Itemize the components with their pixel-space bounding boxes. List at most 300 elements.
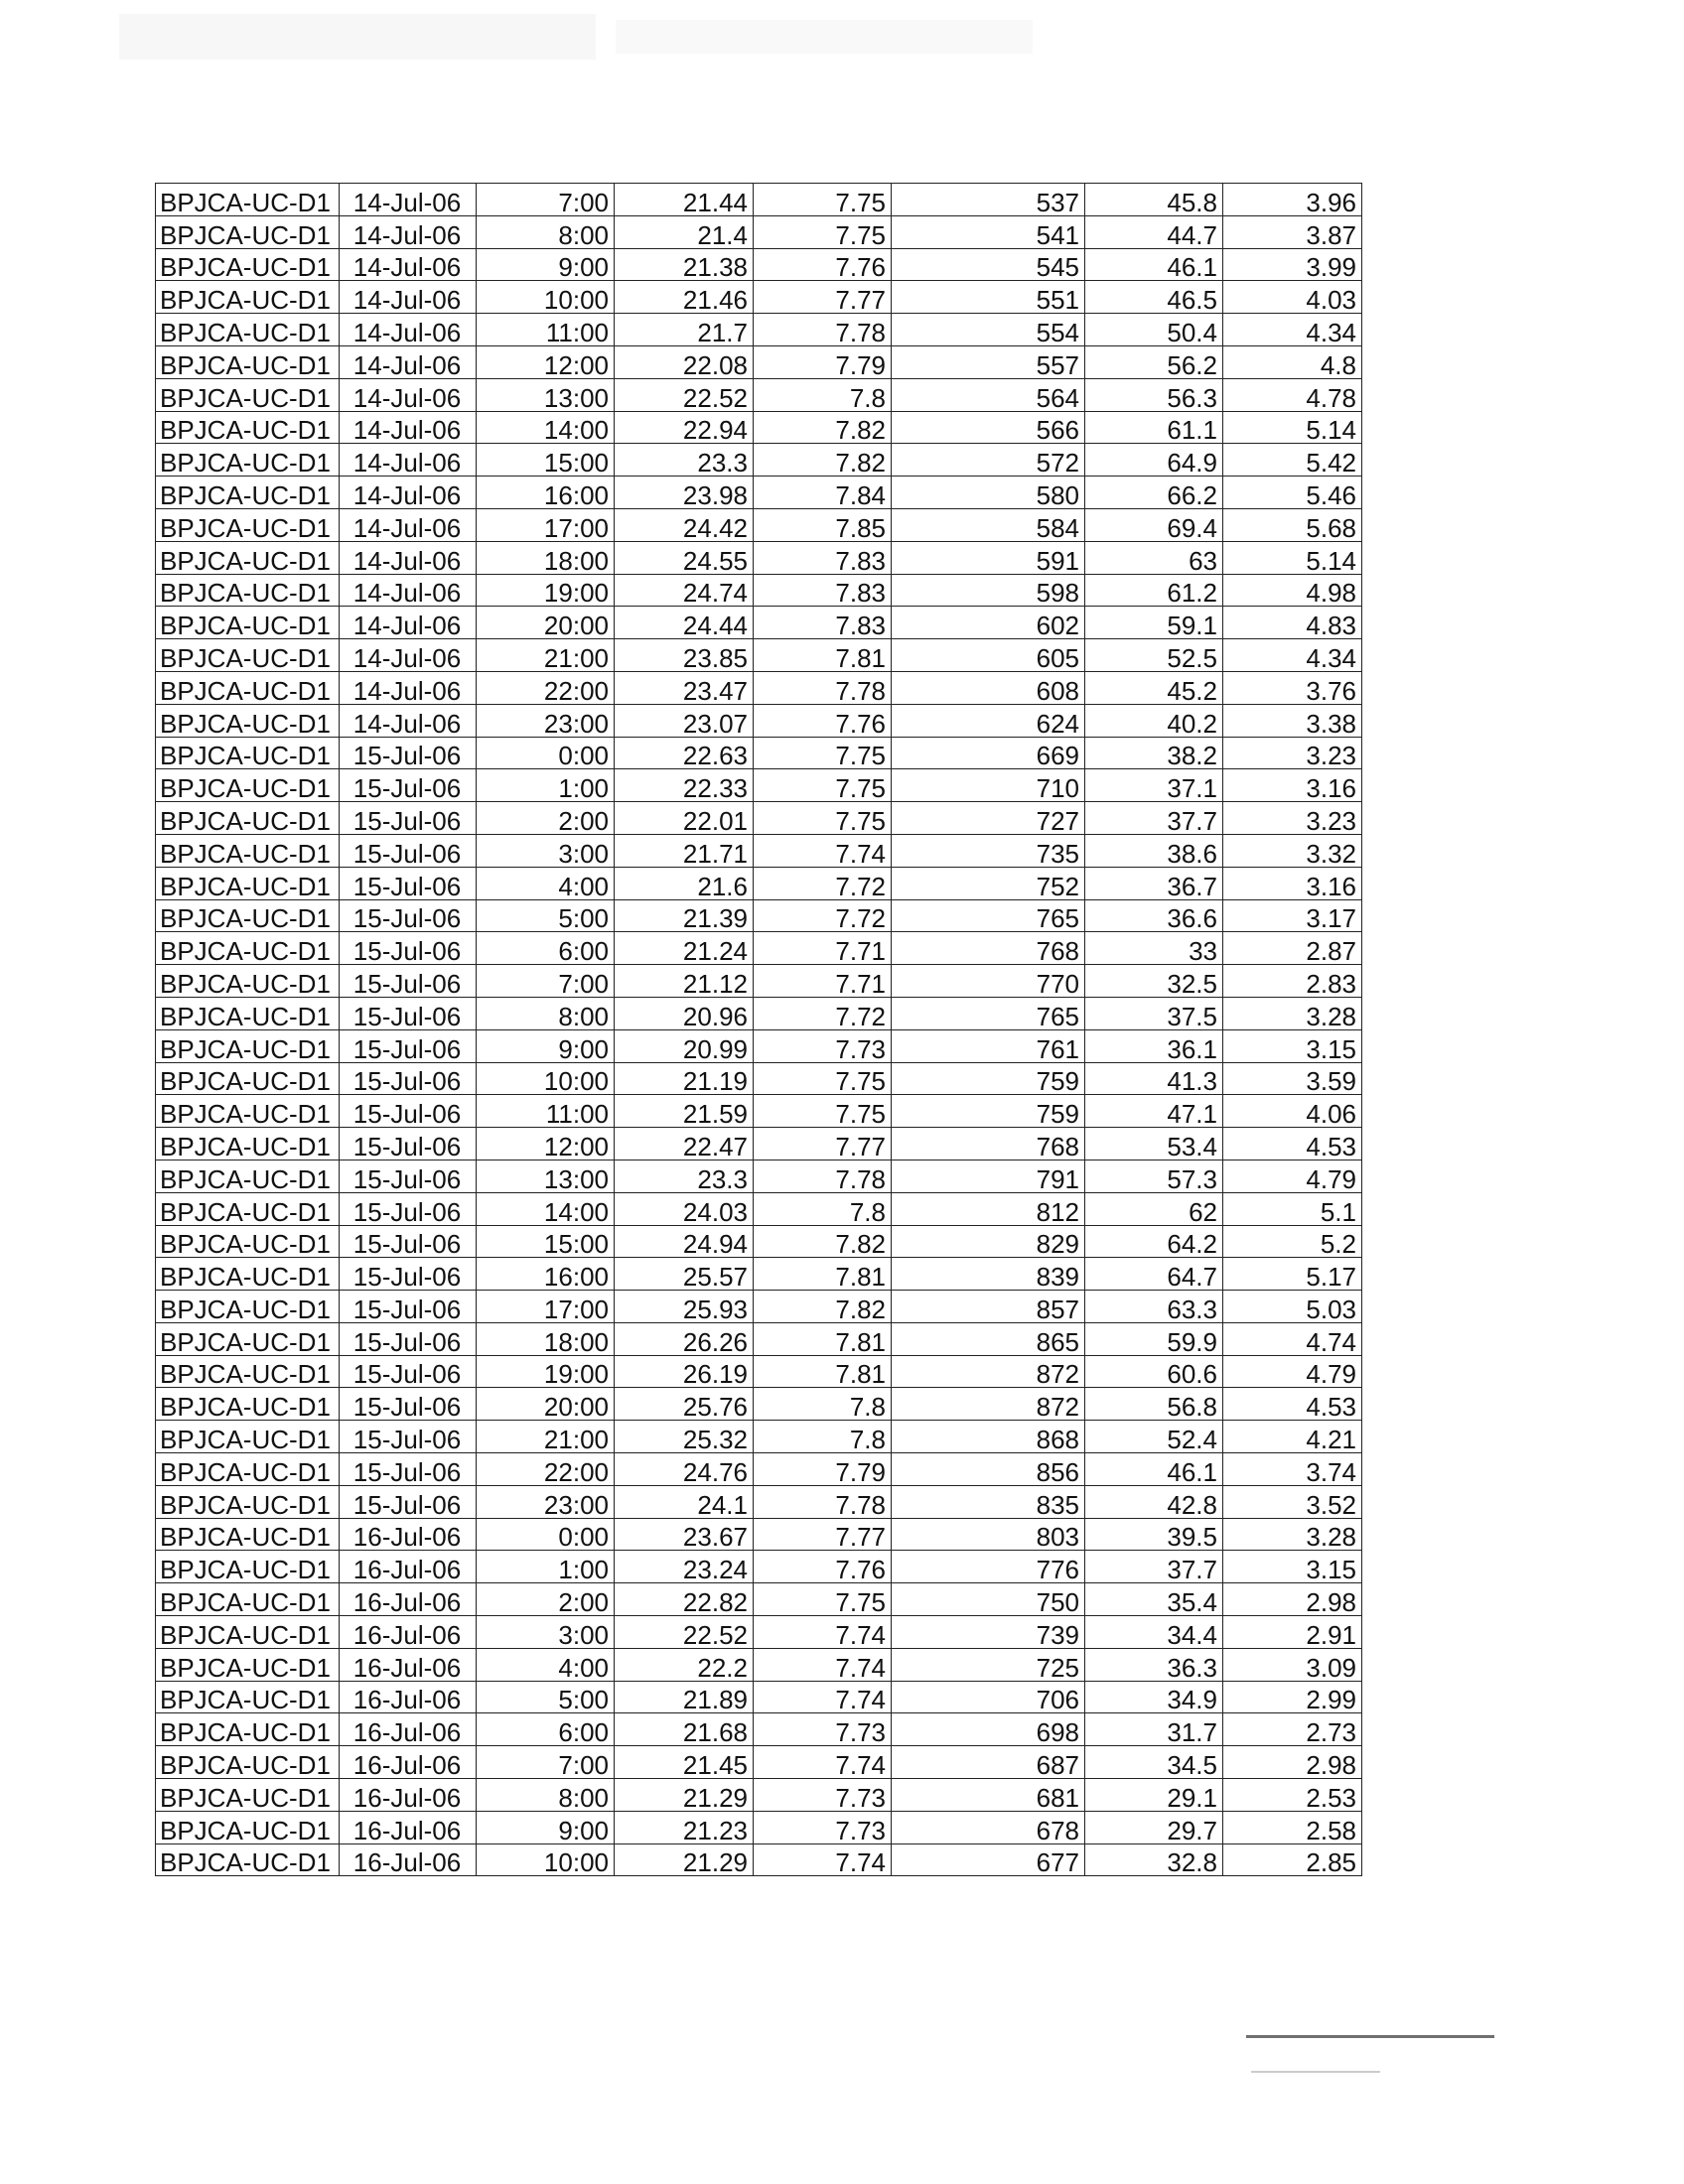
table-row xyxy=(156,1648,1362,1681)
table-row xyxy=(156,639,1362,672)
site-cell: BPJCA-UC-D1 xyxy=(156,1062,340,1095)
value-cell: 36.7 xyxy=(1085,867,1223,899)
value-cell: 564 xyxy=(892,378,1085,411)
value-cell: 23.98 xyxy=(615,477,754,509)
date-cell: 15-Jul-06 xyxy=(340,1029,477,1062)
value-cell: 31.7 xyxy=(1085,1713,1223,1746)
date-cell: 14-Jul-06 xyxy=(340,184,477,216)
value-cell: 46.1 xyxy=(1085,248,1223,281)
value-cell: 59.9 xyxy=(1085,1322,1223,1355)
value-cell: 551 xyxy=(892,281,1085,314)
value-cell: 23.47 xyxy=(615,671,754,704)
value-cell: 23.24 xyxy=(615,1551,754,1583)
time-cell: 9:00 xyxy=(477,248,615,281)
value-cell: 26.19 xyxy=(615,1355,754,1388)
value-cell: 21.71 xyxy=(615,834,754,867)
value-cell: 56.8 xyxy=(1085,1388,1223,1421)
site-cell: BPJCA-UC-D1 xyxy=(156,444,340,477)
value-cell: 7.71 xyxy=(754,932,892,965)
value-cell: 3.23 xyxy=(1223,737,1362,769)
site-cell: BPJCA-UC-D1 xyxy=(156,1779,340,1812)
time-cell: 16:00 xyxy=(477,1258,615,1291)
site-cell: BPJCA-UC-D1 xyxy=(156,314,340,346)
site-cell: BPJCA-UC-D1 xyxy=(156,1258,340,1291)
value-cell: 602 xyxy=(892,607,1085,639)
date-cell: 15-Jul-06 xyxy=(340,802,477,835)
time-cell: 3:00 xyxy=(477,834,615,867)
value-cell: 5.14 xyxy=(1223,541,1362,574)
date-cell: 14-Jul-06 xyxy=(340,574,477,607)
table-row xyxy=(156,834,1362,867)
value-cell: 4.83 xyxy=(1223,607,1362,639)
site-cell: BPJCA-UC-D1 xyxy=(156,1388,340,1421)
value-cell: 7.74 xyxy=(754,1681,892,1713)
value-cell: 4.53 xyxy=(1223,1128,1362,1160)
value-cell: 4.21 xyxy=(1223,1421,1362,1453)
table-row xyxy=(156,1811,1362,1843)
site-cell: BPJCA-UC-D1 xyxy=(156,1453,340,1486)
value-cell: 7.74 xyxy=(754,1616,892,1649)
value-cell: 759 xyxy=(892,1062,1085,1095)
value-cell: 7.82 xyxy=(754,1225,892,1258)
date-cell: 16-Jul-06 xyxy=(340,1779,477,1812)
value-cell: 591 xyxy=(892,541,1085,574)
table-row xyxy=(156,444,1362,477)
value-cell: 34.5 xyxy=(1085,1746,1223,1779)
value-cell: 23.07 xyxy=(615,704,754,737)
value-cell: 7.8 xyxy=(754,378,892,411)
value-cell: 25.93 xyxy=(615,1291,754,1323)
date-cell: 15-Jul-06 xyxy=(340,1095,477,1128)
value-cell: 7.8 xyxy=(754,1421,892,1453)
site-cell: BPJCA-UC-D1 xyxy=(156,477,340,509)
value-cell: 21.19 xyxy=(615,1062,754,1095)
value-cell: 29.1 xyxy=(1085,1779,1223,1812)
value-cell: 46.5 xyxy=(1085,281,1223,314)
site-cell: BPJCA-UC-D1 xyxy=(156,411,340,444)
table-row xyxy=(156,1713,1362,1746)
date-cell: 15-Jul-06 xyxy=(340,1355,477,1388)
value-cell: 4.8 xyxy=(1223,345,1362,378)
value-cell: 3.32 xyxy=(1223,834,1362,867)
value-cell: 7.85 xyxy=(754,508,892,541)
value-cell: 2.87 xyxy=(1223,932,1362,965)
value-cell: 5.03 xyxy=(1223,1291,1362,1323)
value-cell: 24.55 xyxy=(615,541,754,574)
site-cell: BPJCA-UC-D1 xyxy=(156,1192,340,1225)
table-row xyxy=(156,671,1362,704)
time-cell: 22:00 xyxy=(477,1453,615,1486)
site-cell: BPJCA-UC-D1 xyxy=(156,248,340,281)
value-cell: 770 xyxy=(892,965,1085,998)
date-cell: 14-Jul-06 xyxy=(340,378,477,411)
value-cell: 24.76 xyxy=(615,1453,754,1486)
date-cell: 14-Jul-06 xyxy=(340,477,477,509)
time-cell: 16:00 xyxy=(477,477,615,509)
time-cell: 3:00 xyxy=(477,1616,615,1649)
time-cell: 9:00 xyxy=(477,1811,615,1843)
value-cell: 7.83 xyxy=(754,541,892,574)
value-cell: 4.34 xyxy=(1223,639,1362,672)
time-cell: 7:00 xyxy=(477,1746,615,1779)
date-cell: 14-Jul-06 xyxy=(340,541,477,574)
time-cell: 14:00 xyxy=(477,1192,615,1225)
value-cell: 22.08 xyxy=(615,345,754,378)
value-cell: 7.74 xyxy=(754,1843,892,1876)
site-cell: BPJCA-UC-D1 xyxy=(156,345,340,378)
value-cell: 710 xyxy=(892,769,1085,802)
value-cell: 4.53 xyxy=(1223,1388,1362,1421)
date-cell: 15-Jul-06 xyxy=(340,1421,477,1453)
value-cell: 557 xyxy=(892,345,1085,378)
value-cell: 872 xyxy=(892,1388,1085,1421)
value-cell: 681 xyxy=(892,1779,1085,1812)
date-cell: 15-Jul-06 xyxy=(340,834,477,867)
value-cell: 3.76 xyxy=(1223,671,1362,704)
time-cell: 19:00 xyxy=(477,574,615,607)
time-cell: 1:00 xyxy=(477,769,615,802)
value-cell: 545 xyxy=(892,248,1085,281)
scan-noise xyxy=(119,14,596,60)
time-cell: 2:00 xyxy=(477,802,615,835)
value-cell: 812 xyxy=(892,1192,1085,1225)
value-cell: 22.52 xyxy=(615,1616,754,1649)
value-cell: 21.39 xyxy=(615,899,754,932)
value-cell: 41.3 xyxy=(1085,1062,1223,1095)
value-cell: 580 xyxy=(892,477,1085,509)
date-cell: 15-Jul-06 xyxy=(340,1322,477,1355)
value-cell: 21.46 xyxy=(615,281,754,314)
value-cell: 21.12 xyxy=(615,965,754,998)
table-row xyxy=(156,281,1362,314)
value-cell: 4.74 xyxy=(1223,1322,1362,1355)
value-cell: 7.81 xyxy=(754,1355,892,1388)
date-cell: 14-Jul-06 xyxy=(340,671,477,704)
date-cell: 15-Jul-06 xyxy=(340,1388,477,1421)
value-cell: 36.1 xyxy=(1085,1029,1223,1062)
value-cell: 66.2 xyxy=(1085,477,1223,509)
value-cell: 45.2 xyxy=(1085,671,1223,704)
date-cell: 14-Jul-06 xyxy=(340,248,477,281)
value-cell: 23.3 xyxy=(615,444,754,477)
value-cell: 872 xyxy=(892,1355,1085,1388)
value-cell: 698 xyxy=(892,1713,1085,1746)
value-cell: 21.24 xyxy=(615,932,754,965)
date-cell: 15-Jul-06 xyxy=(340,737,477,769)
value-cell: 3.15 xyxy=(1223,1551,1362,1583)
table-row xyxy=(156,737,1362,769)
date-cell: 14-Jul-06 xyxy=(340,281,477,314)
value-cell: 21.38 xyxy=(615,248,754,281)
site-cell: BPJCA-UC-D1 xyxy=(156,574,340,607)
table-row xyxy=(156,1095,1362,1128)
value-cell: 24.44 xyxy=(615,607,754,639)
value-cell: 7.75 xyxy=(754,1062,892,1095)
time-cell: 8:00 xyxy=(477,997,615,1029)
time-cell: 18:00 xyxy=(477,541,615,574)
site-cell: BPJCA-UC-D1 xyxy=(156,834,340,867)
date-cell: 16-Jul-06 xyxy=(340,1583,477,1616)
value-cell: 2.99 xyxy=(1223,1681,1362,1713)
time-cell: 4:00 xyxy=(477,867,615,899)
value-cell: 3.16 xyxy=(1223,769,1362,802)
value-cell: 45.8 xyxy=(1085,184,1223,216)
value-cell: 22.47 xyxy=(615,1128,754,1160)
table-row xyxy=(156,1453,1362,1486)
value-cell: 3.99 xyxy=(1223,248,1362,281)
value-cell: 829 xyxy=(892,1225,1085,1258)
time-cell: 0:00 xyxy=(477,1518,615,1551)
table-row xyxy=(156,574,1362,607)
date-cell: 14-Jul-06 xyxy=(340,444,477,477)
site-cell: BPJCA-UC-D1 xyxy=(156,1095,340,1128)
site-cell: BPJCA-UC-D1 xyxy=(156,737,340,769)
date-cell: 14-Jul-06 xyxy=(340,345,477,378)
value-cell: 7.72 xyxy=(754,899,892,932)
value-cell: 776 xyxy=(892,1551,1085,1583)
table-row xyxy=(156,1160,1362,1192)
value-cell: 839 xyxy=(892,1258,1085,1291)
value-cell: 7.76 xyxy=(754,704,892,737)
date-cell: 16-Jul-06 xyxy=(340,1551,477,1583)
value-cell: 25.32 xyxy=(615,1421,754,1453)
value-cell: 541 xyxy=(892,215,1085,248)
table-row xyxy=(156,1421,1362,1453)
value-cell: 7.79 xyxy=(754,1453,892,1486)
time-cell: 11:00 xyxy=(477,314,615,346)
value-cell: 868 xyxy=(892,1421,1085,1453)
date-cell: 16-Jul-06 xyxy=(340,1843,477,1876)
value-cell: 21.29 xyxy=(615,1843,754,1876)
value-cell: 7.73 xyxy=(754,1029,892,1062)
value-cell: 725 xyxy=(892,1648,1085,1681)
site-cell: BPJCA-UC-D1 xyxy=(156,1322,340,1355)
value-cell: 3.52 xyxy=(1223,1485,1362,1518)
time-cell: 0:00 xyxy=(477,737,615,769)
time-cell: 10:00 xyxy=(477,1062,615,1095)
table-row xyxy=(156,1843,1362,1876)
time-cell: 13:00 xyxy=(477,1160,615,1192)
table-row xyxy=(156,345,1362,378)
value-cell: 44.7 xyxy=(1085,215,1223,248)
table-row xyxy=(156,1485,1362,1518)
value-cell: 7.83 xyxy=(754,607,892,639)
value-cell: 21.45 xyxy=(615,1746,754,1779)
value-cell: 7.81 xyxy=(754,1322,892,1355)
value-cell: 4.98 xyxy=(1223,574,1362,607)
table-row xyxy=(156,1128,1362,1160)
site-cell: BPJCA-UC-D1 xyxy=(156,899,340,932)
value-cell: 7.84 xyxy=(754,477,892,509)
time-cell: 22:00 xyxy=(477,671,615,704)
value-cell: 37.7 xyxy=(1085,1551,1223,1583)
value-cell: 21.44 xyxy=(615,184,754,216)
value-cell: 2.83 xyxy=(1223,965,1362,998)
value-cell: 34.9 xyxy=(1085,1681,1223,1713)
date-cell: 14-Jul-06 xyxy=(340,607,477,639)
table-row xyxy=(156,769,1362,802)
value-cell: 64.7 xyxy=(1085,1258,1223,1291)
value-cell: 32.5 xyxy=(1085,965,1223,998)
value-cell: 605 xyxy=(892,639,1085,672)
site-cell: BPJCA-UC-D1 xyxy=(156,1713,340,1746)
site-cell: BPJCA-UC-D1 xyxy=(156,704,340,737)
date-cell: 16-Jul-06 xyxy=(340,1746,477,1779)
value-cell: 21.23 xyxy=(615,1811,754,1843)
time-cell: 15:00 xyxy=(477,1225,615,1258)
value-cell: 5.17 xyxy=(1223,1258,1362,1291)
value-cell: 22.33 xyxy=(615,769,754,802)
time-cell: 10:00 xyxy=(477,281,615,314)
table-row xyxy=(156,314,1362,346)
value-cell: 7.82 xyxy=(754,1291,892,1323)
table-row xyxy=(156,508,1362,541)
time-cell: 7:00 xyxy=(477,965,615,998)
value-cell: 36.3 xyxy=(1085,1648,1223,1681)
site-cell: BPJCA-UC-D1 xyxy=(156,1518,340,1551)
site-cell: BPJCA-UC-D1 xyxy=(156,1355,340,1388)
table-row xyxy=(156,607,1362,639)
value-cell: 20.99 xyxy=(615,1029,754,1062)
scan-artifact xyxy=(1246,2035,1494,2038)
site-cell: BPJCA-UC-D1 xyxy=(156,1160,340,1192)
value-cell: 36.6 xyxy=(1085,899,1223,932)
value-cell: 5.1 xyxy=(1223,1192,1362,1225)
value-cell: 57.3 xyxy=(1085,1160,1223,1192)
value-cell: 2.73 xyxy=(1223,1713,1362,1746)
time-cell: 17:00 xyxy=(477,1291,615,1323)
value-cell: 50.4 xyxy=(1085,314,1223,346)
table-row xyxy=(156,965,1362,998)
date-cell: 15-Jul-06 xyxy=(340,1291,477,1323)
value-cell: 21.68 xyxy=(615,1713,754,1746)
value-cell: 4.34 xyxy=(1223,314,1362,346)
value-cell: 768 xyxy=(892,932,1085,965)
value-cell: 7.73 xyxy=(754,1811,892,1843)
date-cell: 15-Jul-06 xyxy=(340,1258,477,1291)
table-row xyxy=(156,1258,1362,1291)
value-cell: 7.75 xyxy=(754,215,892,248)
value-cell: 21.59 xyxy=(615,1095,754,1128)
time-cell: 14:00 xyxy=(477,411,615,444)
value-cell: 63.3 xyxy=(1085,1291,1223,1323)
site-cell: BPJCA-UC-D1 xyxy=(156,281,340,314)
site-cell: BPJCA-UC-D1 xyxy=(156,1843,340,1876)
value-cell: 572 xyxy=(892,444,1085,477)
site-cell: BPJCA-UC-D1 xyxy=(156,1583,340,1616)
value-cell: 7.71 xyxy=(754,965,892,998)
table-row xyxy=(156,1779,1362,1812)
table-row xyxy=(156,867,1362,899)
value-cell: 21.6 xyxy=(615,867,754,899)
table-row xyxy=(156,932,1362,965)
value-cell: 69.4 xyxy=(1085,508,1223,541)
value-cell: 22.82 xyxy=(615,1583,754,1616)
date-cell: 15-Jul-06 xyxy=(340,965,477,998)
value-cell: 2.98 xyxy=(1223,1583,1362,1616)
value-cell: 7.8 xyxy=(754,1192,892,1225)
value-cell: 5.2 xyxy=(1223,1225,1362,1258)
scan-noise xyxy=(616,20,1033,54)
date-cell: 15-Jul-06 xyxy=(340,1485,477,1518)
time-cell: 10:00 xyxy=(477,1843,615,1876)
value-cell: 7.75 xyxy=(754,769,892,802)
value-cell: 7.73 xyxy=(754,1779,892,1812)
value-cell: 7.75 xyxy=(754,1583,892,1616)
value-cell: 39.5 xyxy=(1085,1518,1223,1551)
time-cell: 12:00 xyxy=(477,1128,615,1160)
time-cell: 6:00 xyxy=(477,1713,615,1746)
time-cell: 17:00 xyxy=(477,508,615,541)
table-row xyxy=(156,184,1362,216)
value-cell: 62 xyxy=(1085,1192,1223,1225)
table-row xyxy=(156,1062,1362,1095)
site-cell: BPJCA-UC-D1 xyxy=(156,867,340,899)
value-cell: 64.2 xyxy=(1085,1225,1223,1258)
value-cell: 2.91 xyxy=(1223,1616,1362,1649)
value-cell: 29.7 xyxy=(1085,1811,1223,1843)
time-cell: 7:00 xyxy=(477,184,615,216)
value-cell: 706 xyxy=(892,1681,1085,1713)
value-cell: 26.26 xyxy=(615,1322,754,1355)
value-cell: 752 xyxy=(892,867,1085,899)
value-cell: 23.3 xyxy=(615,1160,754,1192)
time-cell: 13:00 xyxy=(477,378,615,411)
time-cell: 23:00 xyxy=(477,1485,615,1518)
date-cell: 15-Jul-06 xyxy=(340,932,477,965)
value-cell: 33 xyxy=(1085,932,1223,965)
site-cell: BPJCA-UC-D1 xyxy=(156,541,340,574)
value-cell: 624 xyxy=(892,704,1085,737)
value-cell: 669 xyxy=(892,737,1085,769)
value-cell: 3.15 xyxy=(1223,1029,1362,1062)
table-row xyxy=(156,1192,1362,1225)
table-row xyxy=(156,1322,1362,1355)
table-row xyxy=(156,248,1362,281)
table-row xyxy=(156,1746,1362,1779)
value-cell: 677 xyxy=(892,1843,1085,1876)
value-cell: 3.16 xyxy=(1223,867,1362,899)
value-cell: 20.96 xyxy=(615,997,754,1029)
value-cell: 32.8 xyxy=(1085,1843,1223,1876)
value-cell: 21.7 xyxy=(615,314,754,346)
value-cell: 56.3 xyxy=(1085,378,1223,411)
value-cell: 687 xyxy=(892,1746,1085,1779)
value-cell: 61.2 xyxy=(1085,574,1223,607)
time-cell: 18:00 xyxy=(477,1322,615,1355)
value-cell: 765 xyxy=(892,899,1085,932)
value-cell: 7.76 xyxy=(754,248,892,281)
site-cell: BPJCA-UC-D1 xyxy=(156,1225,340,1258)
scan-artifact xyxy=(1251,2071,1380,2073)
value-cell: 21.89 xyxy=(615,1681,754,1713)
date-cell: 14-Jul-06 xyxy=(340,215,477,248)
date-cell: 15-Jul-06 xyxy=(340,1453,477,1486)
table-row xyxy=(156,1225,1362,1258)
site-cell: BPJCA-UC-D1 xyxy=(156,1648,340,1681)
table-row xyxy=(156,411,1362,444)
value-cell: 22.01 xyxy=(615,802,754,835)
time-cell: 1:00 xyxy=(477,1551,615,1583)
site-cell: BPJCA-UC-D1 xyxy=(156,378,340,411)
value-cell: 4.79 xyxy=(1223,1355,1362,1388)
value-cell: 63 xyxy=(1085,541,1223,574)
time-cell: 12:00 xyxy=(477,345,615,378)
value-cell: 750 xyxy=(892,1583,1085,1616)
time-cell: 23:00 xyxy=(477,704,615,737)
value-cell: 598 xyxy=(892,574,1085,607)
value-cell: 727 xyxy=(892,802,1085,835)
